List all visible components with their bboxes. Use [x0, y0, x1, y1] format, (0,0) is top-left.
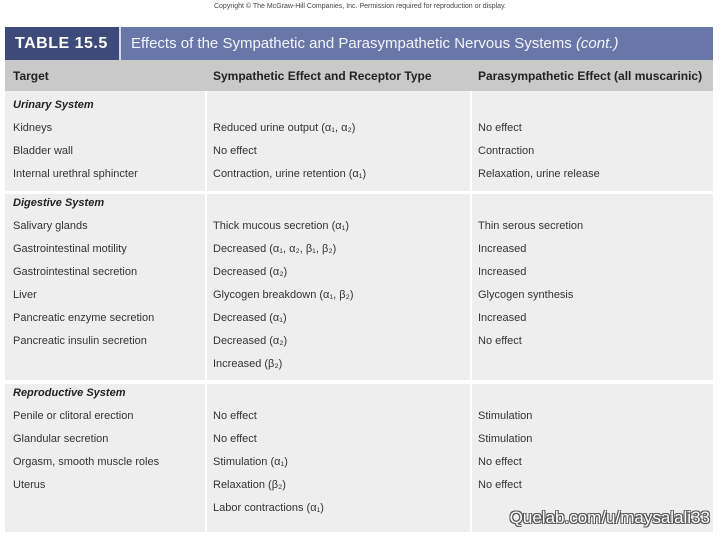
cell-target: Penile or clitoral erection — [13, 410, 134, 422]
table-title-bar — [5, 27, 713, 60]
cell-target: Gastrointestinal motility — [13, 243, 127, 255]
column-header-sympathetic: Sympathetic Effect and Receptor Type — [213, 69, 432, 83]
cell-sympathetic: Thick mucous secretion (α₁) — [213, 220, 349, 232]
cell-parasympathetic: Relaxation, urine release — [478, 168, 600, 180]
column-divider — [470, 91, 472, 532]
section-title: Urinary System — [13, 99, 94, 111]
cell-sympathetic: Decreased (α₂) — [213, 335, 288, 347]
effects-table — [5, 60, 713, 532]
column-header-parasympathetic: Parasympathetic Effect (all muscarinic) — [478, 69, 703, 83]
cell-sympathetic: Decreased (α₁) — [213, 312, 287, 324]
cell-parasympathetic: Glycogen synthesis — [478, 289, 574, 301]
section-title: Reproductive System — [13, 387, 126, 399]
cell-target: Salivary glands — [13, 220, 88, 232]
cell-target: Bladder wall — [13, 145, 73, 157]
cell-target: Pancreatic enzyme secretion — [13, 312, 155, 324]
cell-sympathetic: Glycogen breakdown (α₁, β₂) — [213, 289, 354, 301]
copyright-notice: Copyright © The McGraw-Hill Companies, Inc. Permission required for reproduction or display. — [213, 3, 506, 10]
cell-parasympathetic: No effect — [478, 456, 522, 468]
cell-sympathetic: Decreased (α₁, α₂, β₁, β₂) — [213, 243, 337, 255]
cell-sympathetic: Stimulation (α₁) — [213, 456, 288, 468]
cell-parasympathetic: Stimulation — [478, 433, 533, 445]
cell-parasympathetic: Thin serous secretion — [478, 220, 584, 232]
watermark: Quelab.com/u/maysalali33 — [509, 508, 710, 527]
section-divider — [5, 380, 713, 384]
cell-target: Internal urethral sphincter — [13, 168, 138, 180]
cell-target: Glandular secretion — [13, 433, 109, 445]
cell-parasympathetic: Stimulation — [478, 410, 533, 422]
cell-target: Kidneys — [13, 122, 53, 134]
table-title-main: Effects of the Sympathetic and Parasympathetic Nervous Systems — [131, 35, 572, 52]
cell-target: Orgasm, smooth muscle roles — [13, 456, 160, 468]
cell-sympathetic: Relaxation (β₂) — [213, 479, 286, 491]
cell-parasympathetic: No effect — [478, 479, 522, 491]
table-title — [121, 35, 618, 52]
cell-parasympathetic: Increased — [478, 243, 527, 255]
cell-parasympathetic: Increased — [478, 312, 527, 324]
cell-target: Liver — [13, 289, 37, 301]
table-header-row — [5, 60, 713, 91]
column-header-target: Target — [13, 69, 49, 83]
cell-sympathetic: Labor contractions (α₁) — [213, 502, 324, 514]
cell-parasympathetic: No effect — [478, 122, 522, 134]
table-number: TABLE 15.5 — [5, 27, 121, 60]
cell-parasympathetic: No effect — [478, 335, 522, 347]
table-title-suffix: (cont.) — [575, 35, 619, 52]
cell-sympathetic: Reduced urine output (α₁, α₂) — [213, 122, 356, 134]
cell-target: Pancreatic insulin secretion — [13, 335, 147, 347]
cell-sympathetic: No effect — [213, 145, 257, 157]
cell-target: Gastrointestinal secretion — [13, 266, 138, 278]
section-title: Digestive System — [13, 197, 105, 209]
column-divider — [205, 91, 207, 532]
cell-sympathetic: Increased (β₂) — [213, 358, 283, 370]
cell-parasympathetic: Increased — [478, 266, 527, 278]
cell-sympathetic: Contraction, urine retention (α₁) — [213, 168, 367, 180]
cell-target: Uterus — [13, 479, 46, 491]
cell-parasympathetic: Contraction — [478, 145, 535, 157]
cell-sympathetic: No effect — [213, 433, 257, 445]
section-divider — [5, 191, 713, 194]
cell-sympathetic: No effect — [213, 410, 257, 422]
cell-sympathetic: Decreased (α₂) — [213, 266, 288, 278]
